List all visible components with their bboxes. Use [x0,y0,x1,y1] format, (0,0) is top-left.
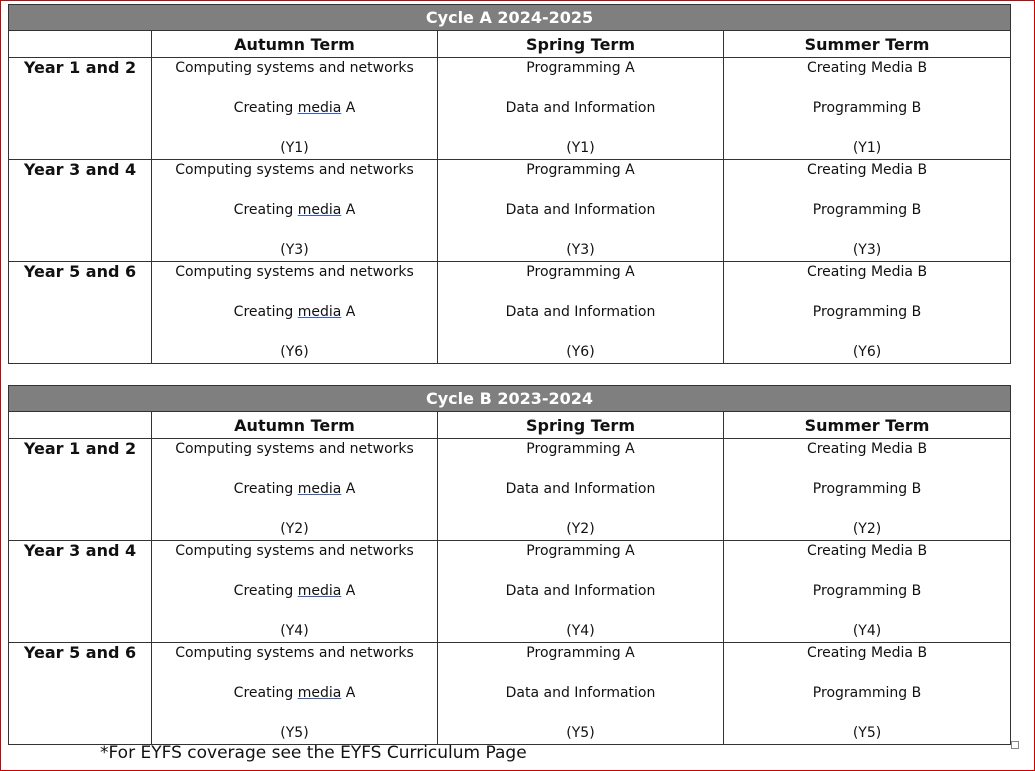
unit-name: Data and Information [505,304,656,320]
year-group-tag: (Y5) [852,725,882,741]
year-group-tag: (Y3) [852,242,882,258]
unit-name: Creating media A [233,685,356,701]
year-group-tag: (Y4) [566,623,595,639]
year-group-tag: (Y6) [566,344,595,360]
header-blank [9,412,152,439]
year-group-tag: (Y1) [566,140,595,156]
spring-cell[interactable] [438,643,724,745]
unit-name: Programming B [812,100,922,116]
year-group-tag: (Y3) [280,242,309,258]
cycle-title: Cycle B 2023-2024 [9,386,1011,412]
autumn-cell[interactable] [152,439,438,541]
spring-cell[interactable] [438,160,724,262]
unit-name: Programming A [526,645,635,661]
spellcheck-underlined-word: media [297,685,342,701]
year-group-tag: (Y5) [566,725,595,741]
header-summer-term: Summer Term [724,412,1011,439]
summer-cell[interactable] [724,643,1011,745]
year-group-tag: (Y4) [852,623,882,639]
eyfs-footnote: *For EYFS coverage see the EYFS Curriculum Page [100,743,527,763]
header-summer-term: Summer Term [724,31,1011,58]
header-autumn-term: Autumn Term [152,412,438,439]
unit-name: Creating media A [233,304,356,320]
spellcheck-underlined-word: media [297,481,342,497]
summer-cell[interactable] [724,439,1011,541]
spellcheck-underlined-word: media [297,304,342,320]
year-label: Year 1 and 2 [9,58,152,160]
unit-name: Programming A [526,543,635,559]
unit-name: Creating media A [233,583,356,599]
unit-name: Programming B [812,202,922,218]
spring-cell[interactable] [438,262,724,364]
year-group-tag: (Y3) [566,242,595,258]
autumn-cell[interactable] [152,541,438,643]
autumn-cell[interactable] [152,160,438,262]
unit-name: Creating media A [233,481,356,497]
unit-name: Creating Media B [806,645,928,661]
spring-cell[interactable] [438,439,724,541]
year-group-tag: (Y1) [280,140,309,156]
spellcheck-underlined-word: media [297,100,342,116]
cycle-a-table [8,4,1011,364]
year-group-tag: (Y6) [280,344,309,360]
year-group-tag: (Y4) [280,623,309,639]
unit-name: Programming B [812,304,922,320]
year-label: Year 3 and 4 [9,160,152,262]
table-row [9,58,1011,160]
autumn-cell[interactable] [152,643,438,745]
unit-name: Programming B [812,685,922,701]
spring-cell[interactable] [438,541,724,643]
table-row [9,439,1011,541]
unit-name: Data and Information [505,100,656,116]
unit-name: Data and Information [505,685,656,701]
year-label: Year 1 and 2 [9,439,152,541]
autumn-cell[interactable] [152,58,438,160]
header-spring-term: Spring Term [438,31,724,58]
unit-name: Creating Media B [806,60,928,76]
header-blank [9,31,152,58]
unit-name: Creating media A [233,202,356,218]
unit-name: Creating Media B [806,264,928,280]
table-row [9,643,1011,745]
table-row [9,262,1011,364]
year-group-tag: (Y2) [852,521,882,537]
year-group-tag: (Y2) [280,521,309,537]
unit-name: Data and Information [505,202,656,218]
unit-name: Data and Information [505,583,656,599]
year-label: Year 3 and 4 [9,541,152,643]
unit-name: Programming A [526,60,635,76]
unit-name: Programming B [812,481,922,497]
unit-name: Computing systems and networks [175,645,414,661]
summer-cell[interactable] [724,160,1011,262]
year-group-tag: (Y2) [566,521,595,537]
unit-name: Computing systems and networks [175,60,414,76]
year-label: Year 5 and 6 [9,643,152,745]
unit-name: Programming B [812,583,922,599]
spellcheck-underlined-word: media [297,202,342,218]
unit-name: Creating Media B [806,162,928,178]
table-resize-handle[interactable] [1011,741,1019,749]
table-row [9,160,1011,262]
unit-name: Computing systems and networks [175,543,414,559]
header-autumn-term: Autumn Term [152,31,438,58]
autumn-cell[interactable] [152,262,438,364]
summer-cell[interactable] [724,58,1011,160]
unit-name: Programming A [526,441,635,457]
unit-name: Creating Media B [806,543,928,559]
year-group-tag: (Y6) [852,344,882,360]
summer-cell[interactable] [724,262,1011,364]
table-row [9,541,1011,643]
spring-cell[interactable] [438,58,724,160]
cycle-b-table [8,385,1011,745]
cycle-title: Cycle A 2024-2025 [9,5,1011,31]
year-label: Year 5 and 6 [9,262,152,364]
unit-name: Programming A [526,264,635,280]
unit-name: Computing systems and networks [175,162,414,178]
header-spring-term: Spring Term [438,412,724,439]
unit-name: Computing systems and networks [175,441,414,457]
year-group-tag: (Y5) [280,725,309,741]
year-group-tag: (Y1) [852,140,882,156]
unit-name: Programming A [526,162,635,178]
unit-name: Data and Information [505,481,656,497]
unit-name: Creating Media B [806,441,928,457]
spellcheck-underlined-word: media [297,583,342,599]
summer-cell[interactable] [724,541,1011,643]
unit-name: Creating media A [233,100,356,116]
unit-name: Computing systems and networks [175,264,414,280]
